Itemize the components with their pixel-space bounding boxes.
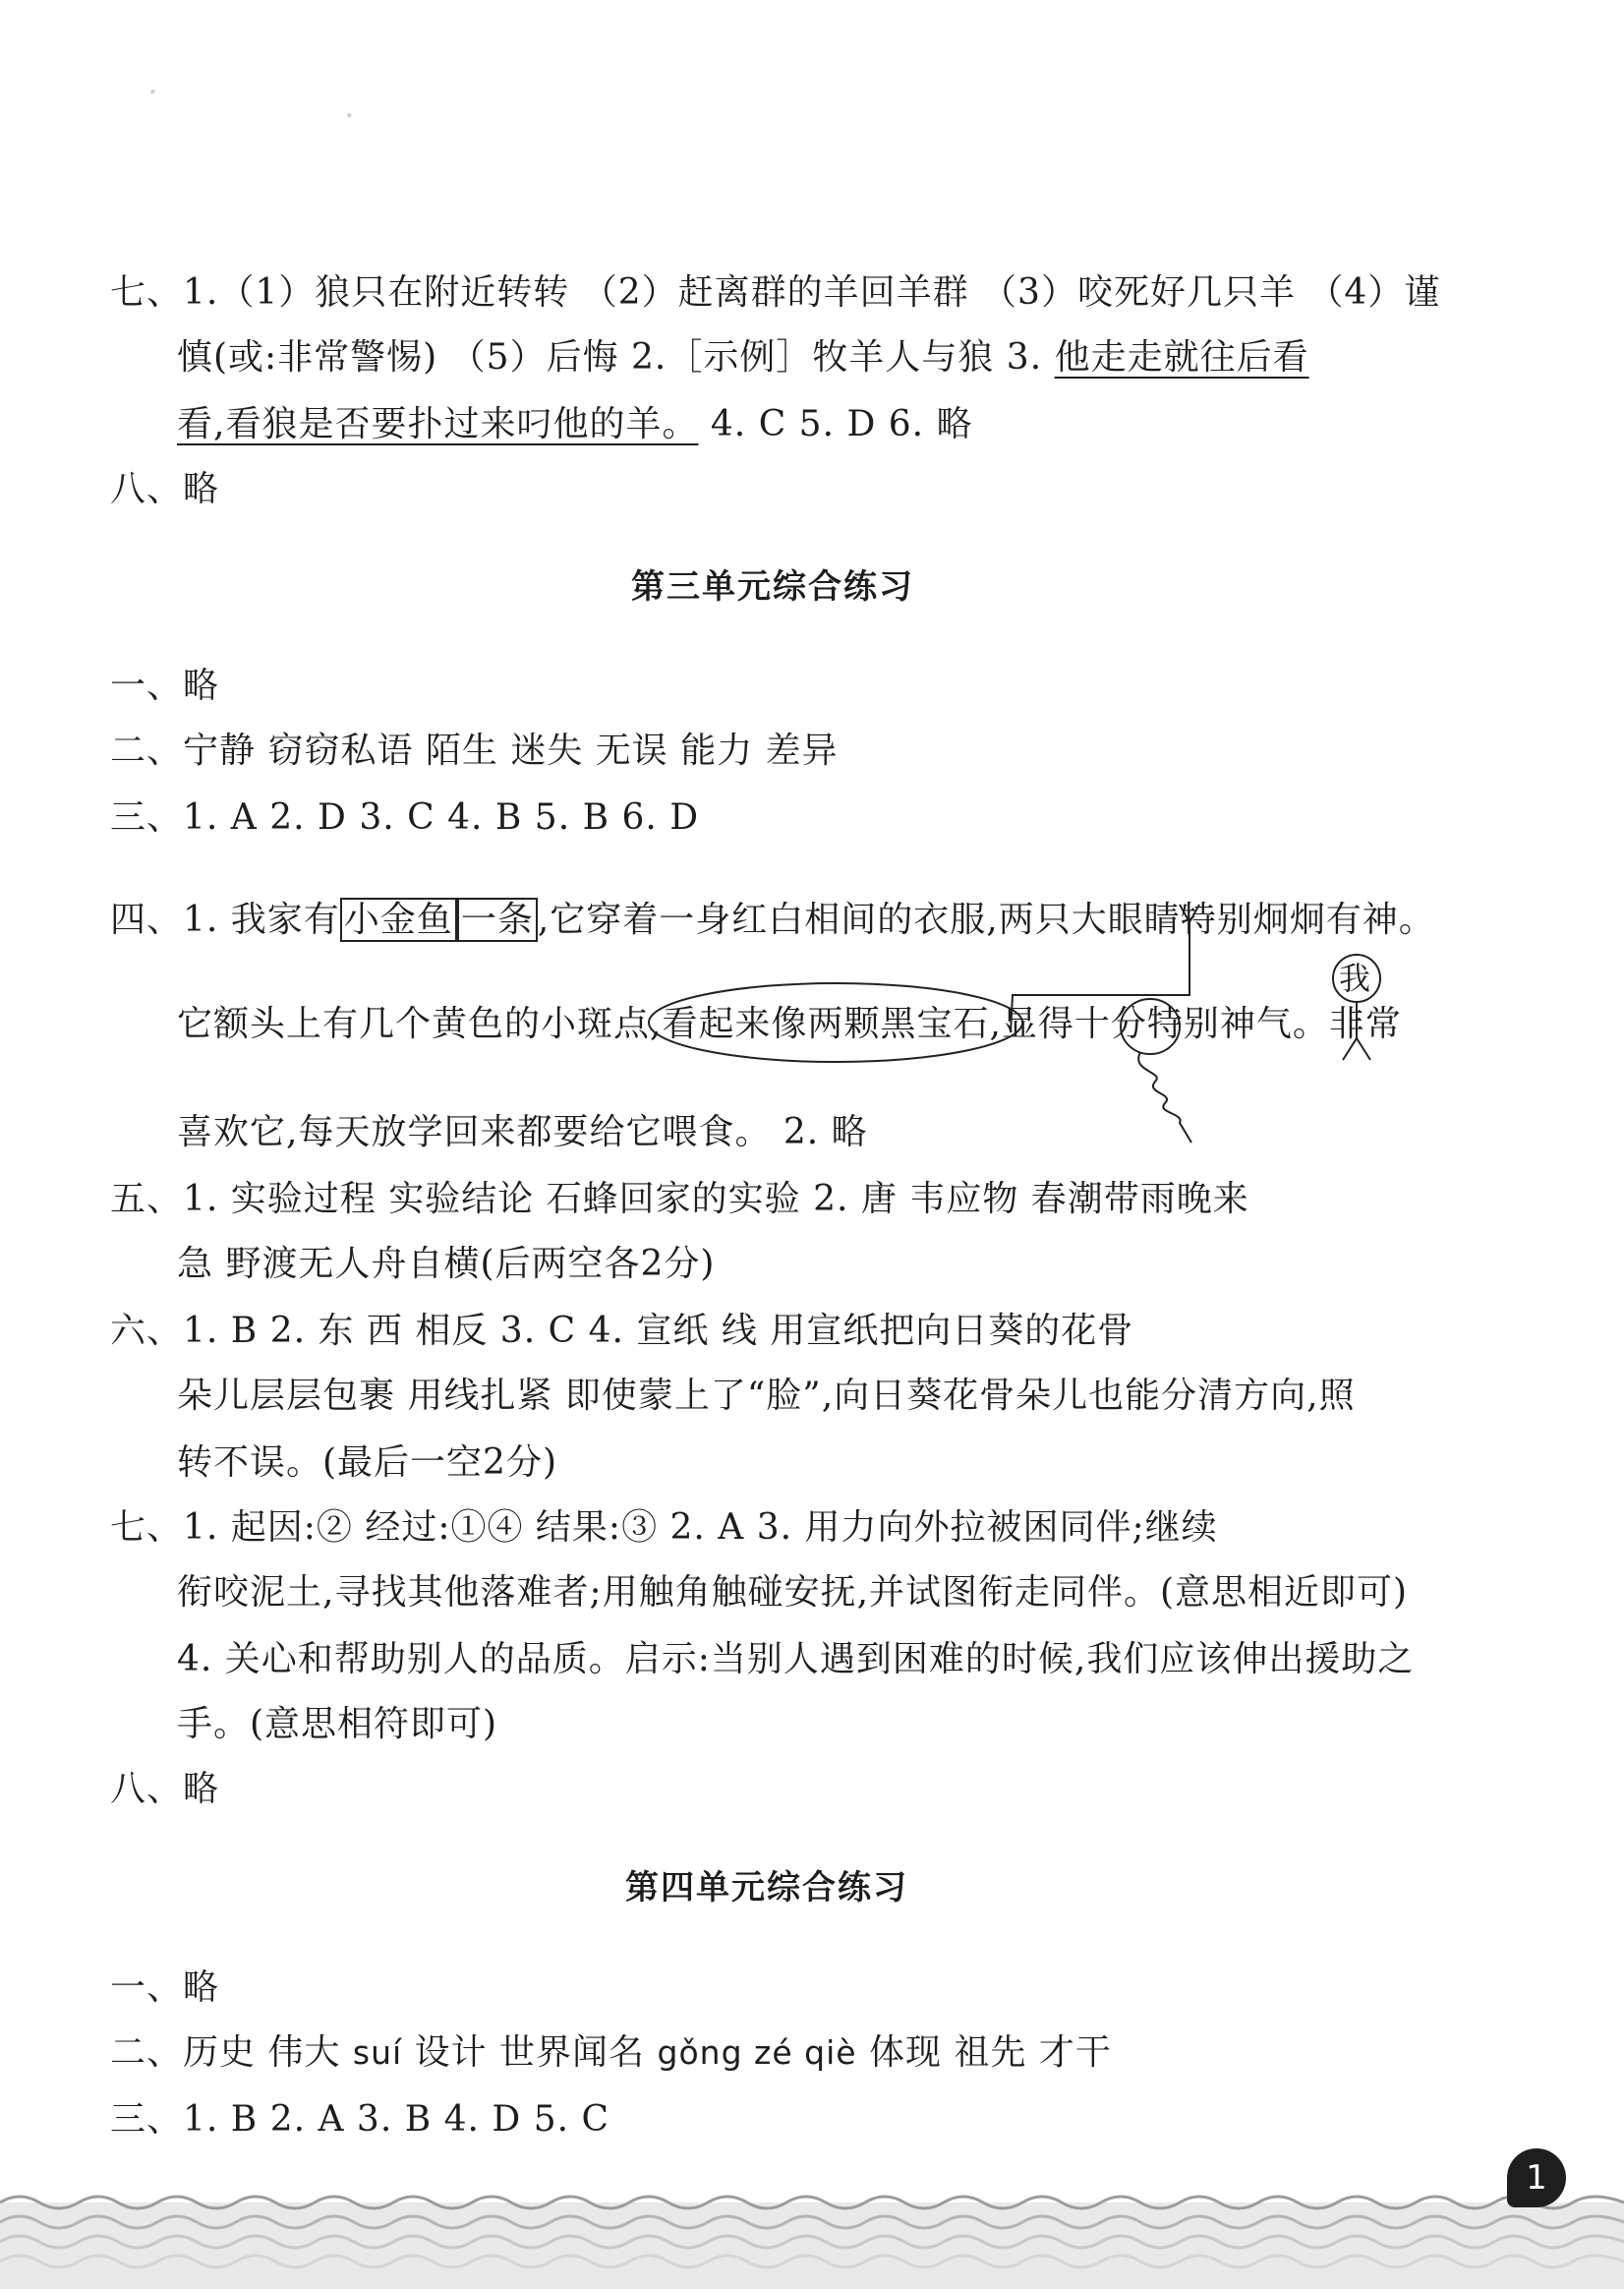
boxed-word: 小金鱼 (340, 898, 457, 942)
answer-line (177, 1111, 868, 1154)
answer-text: 转不误。(最后一空2分) (177, 1442, 557, 1483)
answer-line (177, 1375, 1356, 1418)
answer-line (110, 796, 699, 840)
answer-text: 七、1.（1）狼只在附近转转 （2）赶离群的羊回羊群 （3）咬死好几只羊 （4）谨 (110, 272, 1441, 313)
answer-line (110, 730, 839, 773)
page-number-badge: 1 (1507, 2148, 1566, 2207)
answer-text: ,它穿着一身红白相间的衣服,两只大眼睛特别炯炯有神。 (537, 900, 1435, 940)
answer-line (110, 665, 219, 708)
answer-text: 八、略 (110, 469, 220, 509)
answer-text: 手。(意思相符即可) (177, 1704, 498, 1744)
answer-text: 八、略 (110, 1769, 220, 1809)
answer-text: 二、历史 伟大 (110, 2032, 353, 2073)
answer-line (110, 2098, 609, 2142)
answer-text: 朵儿层层包裹 用线扎紧 即使蒙上了“脸”,向日葵花骨朵儿也能分清方向,照 (177, 1376, 1356, 1416)
answer-text: 喜欢它,每天放学回来都要给它喂食。 2. 略 (177, 1112, 868, 1152)
section-title: 第三单元综合练习 (631, 567, 914, 607)
answer-text: 4. C 5. D 6. 略 (698, 404, 973, 444)
circled-phrase: 看起来像两颗黑宝石, (662, 1004, 1002, 1044)
delete-curl (1138, 1052, 1191, 1143)
answer-text: 显得十分特别神气。非常 (1001, 1004, 1402, 1044)
wave-footer (0, 2143, 1624, 2289)
underlined-answer: 他走走就往后看 (1054, 337, 1309, 378)
answer-line (110, 1966, 219, 2010)
answer-text: 三、1. A 2. D 3. C 4. B 5. B 6. D (110, 797, 700, 838)
answer-line (177, 1003, 1402, 1046)
watermark-mark: · (147, 73, 158, 112)
answer-line (110, 2031, 1112, 2075)
answer-line (110, 899, 1435, 942)
answer-text: 五、1. 实验过程 实验结论 石蜂回家的实验 2. 唐 韦应物 春潮带雨晚来 (110, 1179, 1249, 1219)
answer-text: 急 野渡无人舟自横(后两空各2分) (177, 1244, 716, 1284)
answer-line (110, 1768, 219, 1811)
answer-text: 六、1. B 2. 东 西 相反 3. C 4. 宣纸 线 用宣纸把向日葵的花骨 (110, 1311, 1134, 1351)
answer-line (110, 1310, 1133, 1353)
answer-line (177, 1441, 557, 1485)
section-title: 第四单元综合练习 (625, 1868, 908, 1908)
insert-character: 我 (1339, 960, 1372, 997)
boxed-word: 一条 (457, 898, 538, 942)
answer-line (177, 1703, 497, 1746)
underlined-answer: 看,看狼是否要扑过来叼他的羊。 (177, 404, 699, 444)
answer-text: 三、1. B 2. A 3. B 4. D 5. C (110, 2099, 610, 2140)
answer-line (177, 336, 1309, 380)
answer-text: 七、1. 起因:② 经过:①④ 结果:③ 2. A 3. 用力向外拉被困同伴;继续 (110, 1507, 1218, 1548)
answer-line (110, 468, 219, 511)
answer-text: 它额头上有几个黄色的小斑点, (177, 1004, 663, 1044)
answer-line (110, 271, 1440, 315)
answer-text: 二、宁静 窃窃私语 陌生 迷失 无误 能力 差异 (110, 731, 839, 771)
answer-text: 一、略 (110, 666, 220, 706)
answer-line (177, 403, 973, 446)
watermark-mark: · (344, 96, 355, 136)
answer-text: 慎(或:非常警惕) （5）后悔 2.［示例］牧羊人与狼 3. (177, 337, 1055, 378)
answer-text: 一、略 (110, 1967, 220, 2008)
answer-text: 衔咬泥土,寻找其他落难者;用触角触碰安抚,并试图衔走同伴。(意思相近即可) (177, 1572, 1409, 1613)
answer-line (110, 1178, 1249, 1221)
pinyin-text: gǒng zé qiè (657, 2033, 857, 2072)
answer-text: 4. 关心和帮助别人的品质。启示:当别人遇到困难的时候,我们应该伸出援助之 (177, 1639, 1415, 1679)
answer-line (110, 1506, 1218, 1550)
answer-text: 设计 世界闻名 (402, 2032, 658, 2073)
pinyin-text: suí (352, 2033, 403, 2072)
answer-line (177, 1243, 715, 1286)
answer-line (177, 1638, 1414, 1681)
answer-text: 四、1. 我家有 (110, 900, 340, 940)
answer-text: 体现 祖先 才干 (856, 2032, 1112, 2073)
answer-line (177, 1571, 1408, 1614)
